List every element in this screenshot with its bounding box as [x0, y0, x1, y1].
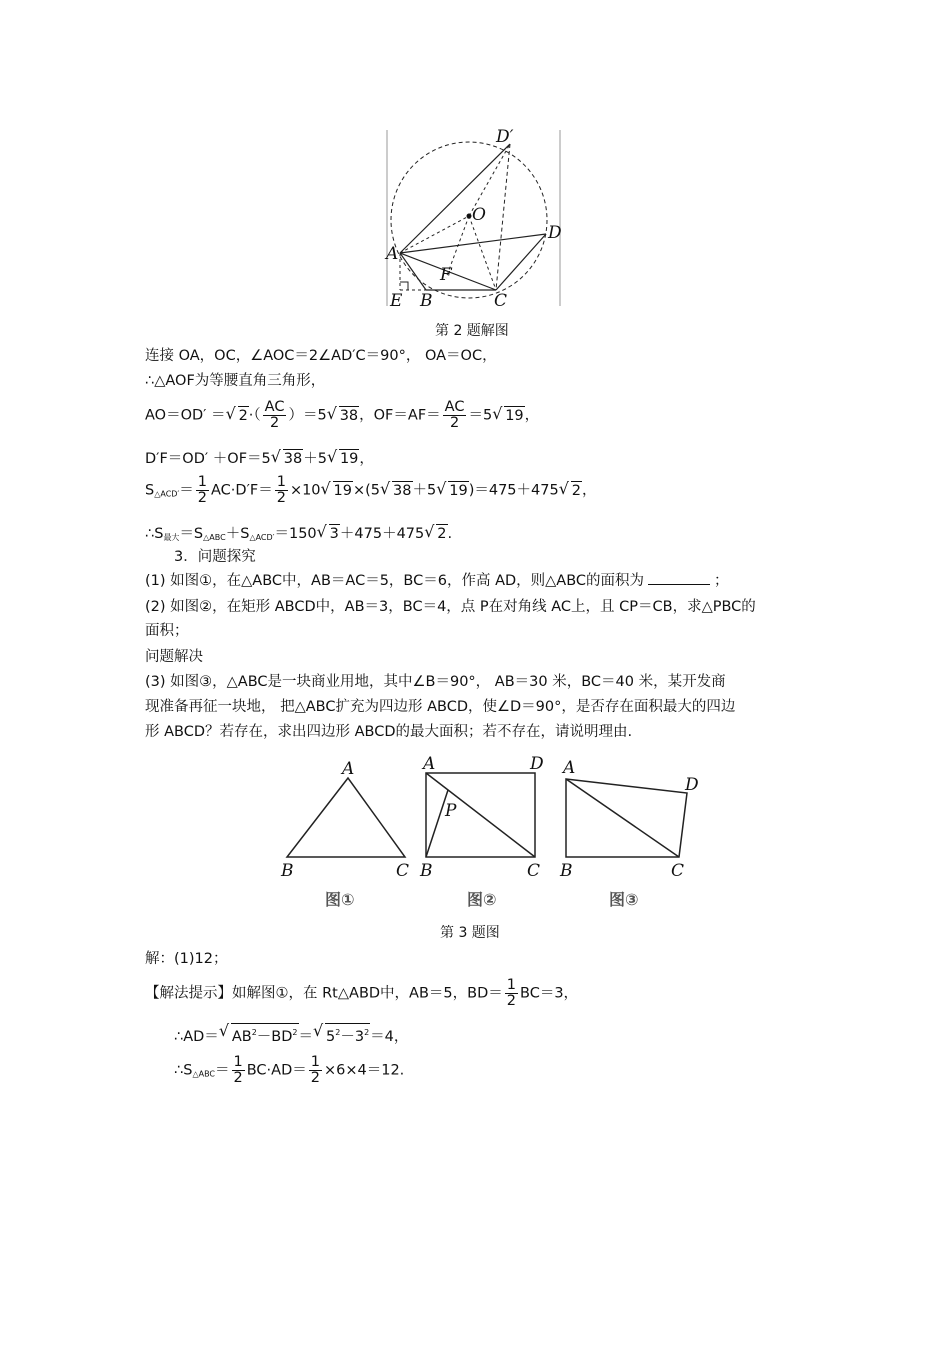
fig2-label-D: D	[530, 754, 544, 774]
fig2-label-C: C	[527, 861, 541, 881]
solution2-line4: D′F＝OD′ ＋OF＝5√ 38＋5√ 19，	[145, 449, 374, 468]
problem3-q2-line2: 面积；	[145, 623, 189, 639]
figure-3-caption: 第 3 题图	[440, 925, 500, 941]
fig1-triangle	[287, 778, 405, 857]
right-angle-mark	[400, 282, 408, 290]
problem3-q3-line2: 现准备再征一块地， 把△ABC扩充为四边形 ABCD，使∠D＝90°，是否存在面积最大的四边	[145, 699, 736, 715]
segment-AD-prime	[400, 144, 510, 253]
fig3-label-C: C	[671, 861, 685, 881]
solution2-line1: 连接 OA，OC，∠AOC＝2∠AD′C＝90°， OA＝OC，	[145, 348, 497, 364]
solution2-line3: AO＝OD′ ＝√ 2·（ $\frac{AC}{2}$ ）＝5√ 38，OF＝AF＝ $\frac{AC}{2}$ ＝5√ 19，	[145, 400, 539, 431]
answer-line2: 【解法提示】如解图①，在 Rt△ABD中，AB＝5，BD＝ $\frac{1}{2}$ BC＝3，	[145, 977, 579, 1009]
segment-DC	[496, 234, 546, 290]
point-label-C: C	[494, 291, 508, 310]
segment-OA	[400, 216, 469, 253]
fig1-caption: 图①	[325, 890, 355, 909]
segment-OC	[469, 216, 496, 290]
point-label-D-prime: D′	[496, 128, 514, 147]
figure-3-set	[275, 752, 715, 912]
fig2-label-A: A	[423, 754, 436, 774]
answer-line4: $\therefore S_{\triangle ABC}=$ $\frac{1}{2}$ BC·AD＝ $\frac{1}{2}$ ×6×4＝12.	[174, 1054, 405, 1086]
fig1-label-B: B	[281, 861, 294, 881]
fig3-label-A: A	[563, 758, 576, 778]
segment-D-prime-C	[496, 144, 510, 290]
fig1-label-C: C	[396, 861, 410, 881]
point-label-E: E	[390, 291, 403, 310]
point-label-A: A	[386, 244, 399, 264]
point-label-O: O	[472, 205, 486, 225]
fig3-label-B: B	[560, 861, 573, 881]
problem3-heading: 3．问题探究	[174, 549, 256, 565]
answer-blank	[648, 572, 710, 585]
segment-AD	[400, 234, 546, 253]
point-label-B: B	[420, 291, 433, 310]
problem3-q3-line1: (3) 如图③，△ABC是一块商业用地，其中∠B＝90°， AB＝30 米，BC＝40 米，某开发商	[145, 674, 726, 690]
point-label-F: F	[440, 265, 452, 285]
fig2-label-B: B	[420, 861, 433, 881]
problem3-section: 问题解决	[145, 649, 203, 665]
fig2-diagonal-AC	[426, 773, 535, 857]
center-dot	[467, 214, 472, 219]
fig3-caption: 图③	[609, 890, 639, 909]
problem3-q3-line3: 形 ABCD？若存在，求出四边形 ABCD的最大面积；若不存在，请说明理由.	[145, 724, 633, 740]
solution2-line6: $\therefore S_{最大}=S_{\triangle ABC}+S_{\triangle ACD'}=150√$ 3＋475＋475√ 2.	[145, 524, 452, 547]
figure-2-caption: 第 2 题解图	[435, 323, 509, 339]
fig3-label-D: D	[685, 775, 699, 795]
fig2-label-P: P	[445, 801, 457, 821]
problem3-q2-line1: (2) 如图②，在矩形 ABCD中，AB＝3，BC＝4，点 P在对角线 AC上，且 CP＝CB，求△PBC的	[145, 599, 756, 615]
fig2-caption: 图②	[467, 890, 497, 909]
point-label-D: D	[548, 223, 562, 243]
circumcircle	[391, 142, 547, 298]
answer-line3: ∴AD＝√ $AB^2-BD^2=√$ $5^2-3^2=4$，	[174, 1023, 408, 1046]
answer-line1: 解：(1)12；	[145, 951, 228, 967]
figure-2-solution	[384, 128, 564, 310]
solution2-line5: $S_{\triangle ACD'}=$ $\frac{1}{2}$ AC·D′F＝ $\frac{1}{2}$ ×10√ 19×(5√ 38＋5√ 19)＝475＋475√ 2，	[145, 475, 596, 506]
fig1-label-A: A	[342, 759, 355, 779]
solution2-line2: ∴△AOF为等腰直角三角形，	[145, 373, 326, 389]
problem3-q1: (1) 如图①，在△ABC中，AB＝AC＝5，BC＝6，作高 AD，则△ABC的面积为 ；	[145, 573, 729, 589]
